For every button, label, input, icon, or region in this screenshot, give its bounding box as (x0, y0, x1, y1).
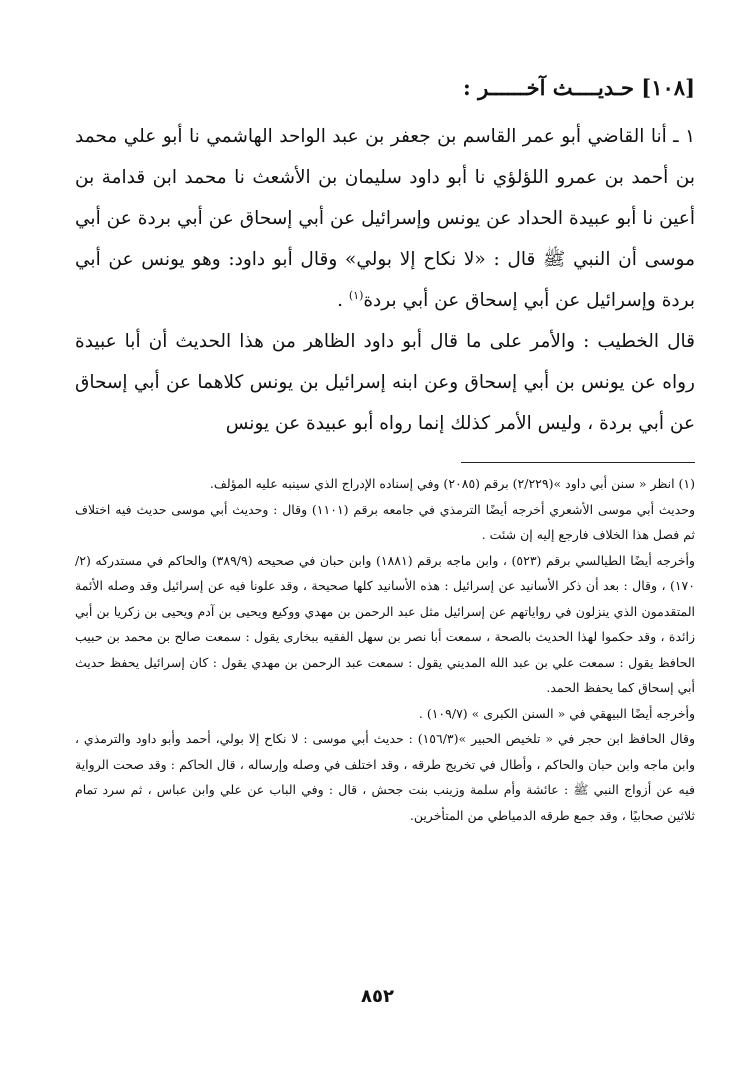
footnotes (75, 471, 695, 828)
footnote-continuation: وأخرجه أيضًا البيهقي في « السنن الكبرى » (١٠٩/٧) . (418, 705, 695, 721)
hadith-heading: [١٠٨] حـديــــث آخــــــر : (463, 75, 695, 100)
footnote-continuation: وحديث أبي موسى الأشعري أخرجه أيضًا الترمذي في جامعه برقم (١١٠١) وقال : وحديث أبي موسى حديث فيه اختلاف ثم فصل هذا الخلاف فارجع إليه إن شئت . (75, 501, 695, 542)
paragraph-1-text: ١ ـ أنا القاضي أبو عمر القاسم بن جعفر بن عبد الواحد الهاشمي نا أبو علي محمد بن أحمد بن عمرو اللؤلؤي نا أبو داود سليمان بن الأشعث نا محمد ابن قدامة بن أعين نا أبو عبيدة الحداد عن يونس وإسرائيل عن أبي إسحاق عن أبي بردة عن أبي موسى أن النبي ﷺ قال : «لا نكاح إلا بولي» وقال أبو داود: وهو يونس عن أبي بردة وإسرائيل عن أبي إسحاق عن أبي بردة (75, 126, 695, 311)
paragraph-2: قال الخطيب : والأمر على ما قال أبو داود الظاهر من هذا الحديث أن أبا عبيدة رواه عن يونس بن أبي إسحاق وعن ابنه إسرائيل بن يونس كلاهما عن أبي إسحاق عن أبي بردة ، وليس الأمر كذلك إنما رواه أبو عبيدة عن يونس (75, 331, 695, 434)
paragraph-1-trailer: . (337, 290, 349, 311)
footnote-ref: (١) (348, 288, 364, 302)
paragraph-1 (75, 116, 695, 321)
main-text (75, 116, 695, 444)
footnote-continuation: وقال الحافظ ابن حجر في « تلخيص الحبير »(١٥٦/٣) : حديث أبي موسى : لا نكاح إلا بولي، أحمد وأبو داود والترمذي ، وابن ماجه وابن حبان والحاكم ، وأطال في تخريج طرقه ، وقد اختلف في وصله وإرساله ، قال الحاكم : وقد صحت الرواية فيه عن أزواج النبي ﷺ : عائشة وأم سلمة وزينب بنت جحش ، قال : وفي الباب عن علي وابن عباس ، ثم سرد تمام ثلاثين صحابيًا ، وقد جمع طرقه الدمياطي من المتأخرين. (75, 731, 695, 823)
footnote-divider (461, 462, 695, 463)
footnote-1: (١) انظر « سنن أبي داود »(٢/٢٢٩) برقم (٢٠٨٥) وفي إسناده الإدراج الذي سينبه عليه المؤلف. (209, 476, 695, 491)
page-number: ٨٥٢ (361, 986, 394, 1007)
footnote-continuation: وأخرجه أيضًا الطيالسي برقم (٥٢٣) ، وابن ماجه برقم (١٨٨١) وابن حبان في صحيحه (٣٨٩/٩) والحاكم في مستدركه (٢/ ١٧٠) ، وقال : بعد أن ذكر الأسانيد عن إسرائيل : هذه الأسانيد كلها صحيحة ، وقد علونا فيه عن إسرائيل وقد وصله الأئمة المتقدمون الذي ينزلون في رواياتهم عن إسرائيل مثل عبد الرحمن بن مهدي ووكيع ويحيى بن آدم ويحيى بن زكريا بن أبي زائدة ، وقد حكموا لهذا الحديث بالصحة ، سمعت أبا نصر بن سهل الفقيه ببخارى يقول : سمعت صالح بن محمد بن حبيب الحافظ يقول : سمعت علي بن عبد الله المديني يقول : سمعت عبد الرحمن بن مهدي يقول : كان إسرائيل يحفظ حديث أبي إسحاق كما يحفظ الحمد. (75, 552, 695, 695)
page (75, 70, 695, 828)
